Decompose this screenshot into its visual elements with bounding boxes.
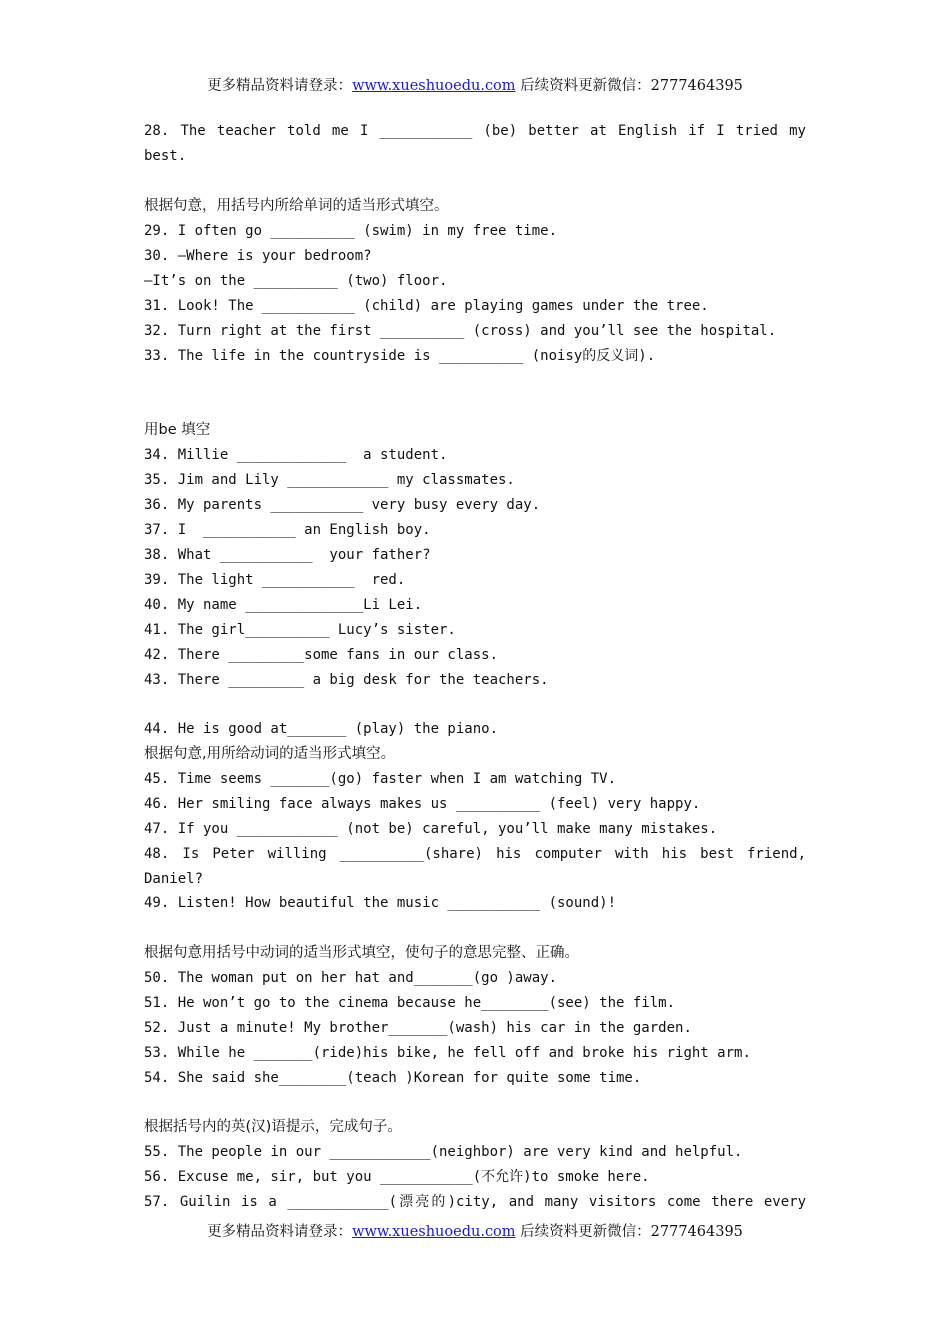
section-heading-verbs: 根据句意,用所给动词的适当形式填空。: [144, 746, 396, 762]
section-heading-verb-forms: 根据句意用括号中动词的适当形式填空，使句子的意思完整、正确。: [144, 945, 579, 961]
question-32: 32. Turn right at the first __________ (cross) and you’ll see the hospital.: [144, 323, 777, 339]
question-36: 36. My parents ___________ very busy every day.: [144, 497, 541, 513]
question-30-line1: 30. —Where is your bedroom?: [144, 248, 372, 264]
question-31: 31. Look! The ___________ (child) are playing games under the tree.: [144, 298, 709, 314]
footer-prefix: 更多精品资料请登录：: [207, 1224, 353, 1240]
question-41: 41. The girl__________ Lucy’s sister.: [144, 622, 456, 638]
question-33: 33. The life in the countryside is __________ (noisy的反义词).: [144, 348, 656, 364]
question-51: 51. He won’t go to the cinema because he________(see) the film.: [144, 995, 676, 1011]
question-40: 40. My name ______________Li Lei.: [144, 597, 423, 613]
question-50: 50. The woman put on her hat and_______(go )away.: [144, 970, 558, 986]
footer-suffix: 后续资料更新微信：2777464395: [515, 1224, 743, 1240]
page-footer: [0, 1220, 950, 1241]
question-38: 38. What ___________ your father?: [144, 547, 431, 563]
section-heading-word-forms: 根据句意，用括号内所给单词的适当形式填空。: [144, 198, 449, 214]
question-34: 34. Millie _____________ a student.: [144, 447, 448, 463]
question-28-line1: 28. The teacher told me I ___________ (be) better at English if I tried my: [144, 123, 806, 139]
header-prefix: 更多精品资料请登录：: [207, 78, 353, 94]
question-54: 54. She said she________(teach )Korean for quite some time.: [144, 1070, 642, 1086]
question-46: 46. Her smiling face always makes us __________ (feel) very happy.: [144, 796, 701, 812]
question-47: 47. If you ____________ (not be) careful, you’ll make many mistakes.: [144, 821, 718, 837]
question-35: 35. Jim and Lily ____________ my classmates.: [144, 472, 515, 488]
question-57: 57. Guilin is a ____________(漂亮的)city, and many visitors come there every: [144, 1194, 806, 1210]
question-28-line2: best.: [144, 148, 187, 164]
question-37: 37. I ___________ an English boy.: [144, 522, 431, 538]
question-55: 55. The people in our ____________(neighbor) are very kind and helpful.: [144, 1144, 743, 1160]
page-header: [0, 74, 950, 95]
section-heading-hints: 根据括号内的英(汉)语提示，完成句子。: [144, 1119, 402, 1135]
question-48-line1: 48. Is Peter willing __________(share) his computer with his best friend,: [144, 846, 806, 862]
header-link[interactable]: www.xueshuoedu.com: [352, 78, 516, 94]
section-heading-be: 用be 填空: [144, 422, 211, 438]
question-48-line2: Daniel?: [144, 871, 204, 887]
question-49: 49. Listen! How beautiful the music ___________ (sound)!: [144, 895, 617, 911]
question-52: 52. Just a minute! My brother_______(wash) his car in the garden.: [144, 1020, 692, 1036]
question-43: 43. There _________ a big desk for the teachers.: [144, 672, 549, 688]
question-42: 42. There _________some fans in our class.: [144, 647, 499, 663]
question-45: 45. Time seems _______(go) faster when I am watching TV.: [144, 771, 617, 787]
question-30-line2: —It’s on the __________ (two) floor.: [144, 273, 448, 289]
question-53: 53. While he _______(ride)his bike, he fell off and broke his right arm.: [144, 1045, 751, 1061]
question-44: 44. He is good at_______ (play) the piano.: [144, 721, 499, 737]
question-56: 56. Excuse me, sir, but you ___________(不允许)to smoke here.: [144, 1169, 650, 1185]
question-29: 29. I often go __________ (swim) in my free time.: [144, 223, 558, 239]
question-39: 39. The light ___________ red.: [144, 572, 406, 588]
header-suffix: 后续资料更新微信：2777464395: [515, 78, 743, 94]
footer-link[interactable]: www.xueshuoedu.com: [352, 1224, 516, 1240]
